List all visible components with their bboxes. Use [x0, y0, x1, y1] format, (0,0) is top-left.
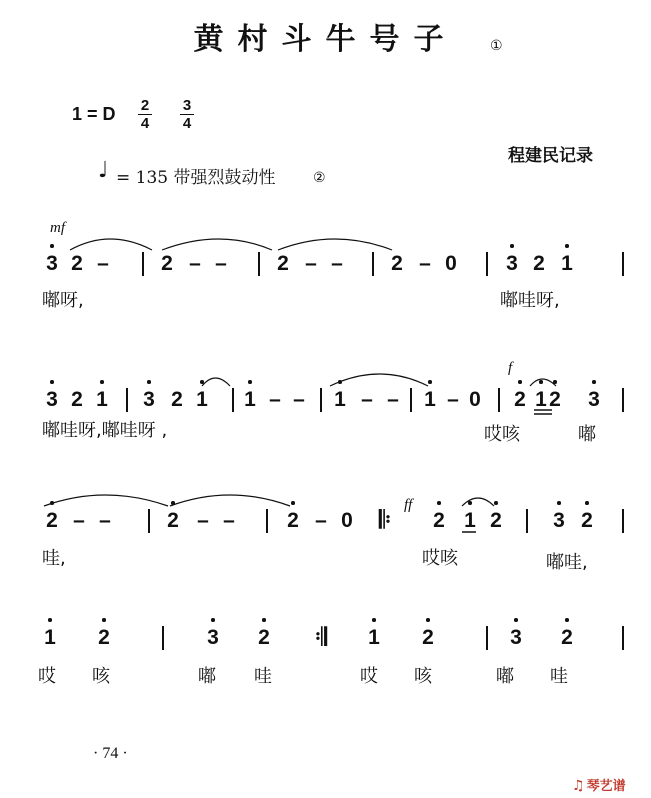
lyric: 嘟哇, [546, 552, 588, 573]
note: 3 [506, 252, 518, 275]
time-top: 3 [182, 97, 192, 114]
dash: – [223, 509, 235, 532]
tempo-footnote-mark: ② [313, 170, 326, 186]
high-octave-dot [592, 380, 596, 384]
note: 1 [196, 388, 208, 411]
lyric: 哎咳 [422, 548, 458, 569]
barline [622, 252, 624, 276]
barline [320, 388, 322, 412]
lyric: 哇 [254, 666, 272, 687]
high-octave-dot [426, 618, 430, 622]
note: 2 [161, 252, 173, 275]
high-octave-dot [494, 501, 498, 505]
barline [258, 252, 260, 276]
barline [162, 626, 164, 650]
high-octave-dot [50, 244, 54, 248]
page-number: · 74 · [93, 745, 128, 762]
note: 3 [143, 388, 155, 411]
high-octave-dot [585, 501, 589, 505]
barline [266, 509, 268, 533]
dash: – [331, 252, 343, 275]
dash: – [293, 388, 305, 411]
note: 1 [535, 388, 547, 411]
high-octave-dot [372, 618, 376, 622]
note: 2 [549, 388, 561, 411]
dash: – [197, 509, 209, 532]
lyric: 嘟哇呀, [500, 290, 560, 311]
song-title: 黄村斗牛号子 [193, 22, 458, 57]
note: 3 [553, 509, 565, 532]
rest: 0 [445, 252, 457, 275]
note: 2 [171, 388, 183, 411]
note: 1 [44, 626, 56, 649]
dash: – [189, 252, 201, 275]
high-octave-dot [518, 380, 522, 384]
barline [526, 509, 528, 533]
high-octave-dot [557, 501, 561, 505]
barline [410, 388, 412, 412]
high-octave-dot [200, 380, 204, 384]
high-octave-dot [428, 380, 432, 384]
high-octave-dot [102, 618, 106, 622]
lyric: 咳 [92, 666, 110, 687]
high-octave-dot [553, 380, 557, 384]
high-octave-dot [565, 618, 569, 622]
note: 2 [258, 626, 270, 649]
dash: – [215, 252, 227, 275]
high-octave-dot [539, 380, 543, 384]
lyric: 哎 [360, 666, 378, 687]
dash: – [315, 509, 327, 532]
high-octave-dot [262, 618, 266, 622]
site-watermark [572, 775, 626, 794]
note: 1 [244, 388, 256, 411]
dash: – [419, 252, 431, 275]
dynamic-ff: ff [404, 497, 413, 513]
note: 3 [46, 252, 58, 275]
note: 2 [514, 388, 526, 411]
lyric: 嘟 [496, 666, 514, 687]
note: 2 [98, 626, 110, 649]
dash: – [387, 388, 399, 411]
lyric: 嘟呀, [42, 290, 84, 311]
note: 1 [464, 509, 476, 532]
tempo-marking: = 135 带强烈鼓动性 [116, 168, 276, 188]
dash: – [269, 388, 281, 411]
high-octave-dot [48, 618, 52, 622]
note: 2 [71, 388, 83, 411]
recorder-credit: 程建民记录 [508, 146, 593, 166]
high-octave-dot [338, 380, 342, 384]
high-octave-dot [50, 380, 54, 384]
high-octave-dot [468, 501, 472, 505]
high-octave-dot [171, 501, 175, 505]
dynamic-f: f [508, 360, 513, 376]
high-octave-dot [248, 380, 252, 384]
note: 2 [490, 509, 502, 532]
barline [622, 388, 624, 412]
note: 2 [533, 252, 545, 275]
dynamic-mf: mf [50, 220, 65, 236]
high-octave-dot [510, 244, 514, 248]
barline [498, 388, 500, 412]
note: 3 [588, 388, 600, 411]
note: 2 [561, 626, 573, 649]
note: 2 [287, 509, 299, 532]
note: 2 [422, 626, 434, 649]
note: 3 [510, 626, 522, 649]
note: 2 [167, 509, 179, 532]
music-logo-icon: ♫ [572, 778, 585, 794]
repeat-start-sign: 𝄆 [379, 507, 391, 534]
high-octave-dot [100, 380, 104, 384]
rest: 0 [469, 388, 481, 411]
time-bottom: 4 [140, 115, 150, 132]
high-octave-dot [50, 501, 54, 505]
note: 1 [368, 626, 380, 649]
high-octave-dot [514, 618, 518, 622]
key-signature: 1 = D [72, 104, 116, 124]
lyric: 哎 [38, 666, 56, 687]
high-octave-dot [291, 501, 295, 505]
note: 2 [391, 252, 403, 275]
lyric: 哎咳 [484, 424, 520, 445]
note: 2 [433, 509, 445, 532]
dash: – [361, 388, 373, 411]
high-octave-dot [211, 618, 215, 622]
note: 1 [561, 252, 573, 275]
dash: – [97, 252, 109, 275]
note: 2 [277, 252, 289, 275]
barline [486, 626, 488, 650]
high-octave-dot [147, 380, 151, 384]
barline [142, 252, 144, 276]
note: 2 [46, 509, 58, 532]
dash: – [305, 252, 317, 275]
lyric: 哇, [42, 548, 66, 569]
barline [126, 388, 128, 412]
time-top: 2 [140, 97, 150, 114]
repeat-end-sign: 𝄇 [315, 624, 327, 651]
lyric: 咳 [414, 666, 432, 687]
rest: 0 [341, 509, 353, 532]
lyric: 嘟哇呀,嘟哇呀 , [42, 420, 168, 441]
dash: – [447, 388, 459, 411]
note: 3 [46, 388, 58, 411]
note: 1 [424, 388, 436, 411]
barline [148, 509, 150, 533]
barline [486, 252, 488, 276]
note: 2 [581, 509, 593, 532]
barline [622, 509, 624, 533]
dash: – [99, 509, 111, 532]
barline [232, 388, 234, 412]
high-octave-dot [437, 501, 441, 505]
lyric: 嘟 [578, 424, 596, 445]
note: 2 [71, 252, 83, 275]
high-octave-dot [565, 244, 569, 248]
dash: – [73, 509, 85, 532]
barline [372, 252, 374, 276]
lyric: 嘟 [198, 666, 216, 687]
watermark-text: 琴艺谱 [586, 779, 626, 794]
title-footnote-mark: ① [490, 38, 503, 54]
note: 1 [96, 388, 108, 411]
time-bottom: 4 [182, 115, 192, 132]
note: 1 [334, 388, 346, 411]
barline [622, 626, 624, 650]
quarter-note-icon: ♩ [98, 158, 109, 183]
lyric: 哇 [550, 666, 568, 687]
note: 3 [207, 626, 219, 649]
